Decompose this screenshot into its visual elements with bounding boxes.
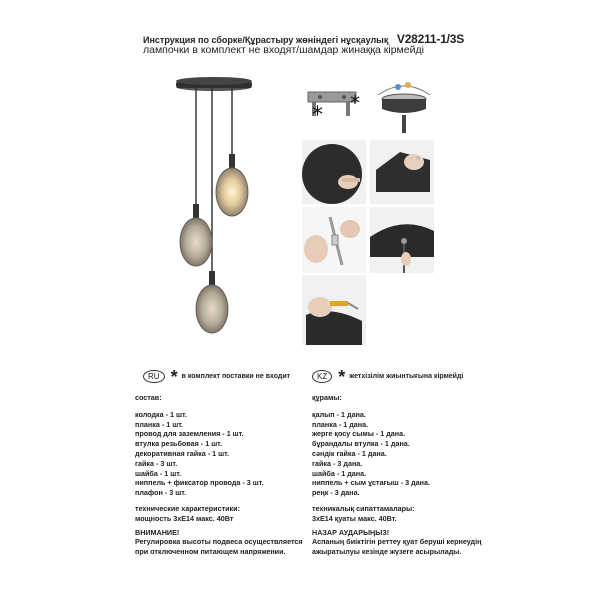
kz-item: шайба - 1 дана. — [312, 468, 367, 478]
kz-specs: 3xE14 қуаты макс. 40Вт. — [312, 513, 397, 523]
canopy-wiring-illustration — [370, 75, 438, 137]
kz-warning-line2: ажыратылуы кезінде жүзеге асырылады. — [312, 547, 462, 557]
ru-asterisk: * — [170, 366, 178, 387]
ru-warning-line1: Регулировка высоты подвеса осуществляется — [135, 537, 303, 547]
nut-tightening-photo — [370, 140, 434, 204]
wire-fixing-photo — [302, 207, 366, 273]
ru-item: шайба - 1 шт. — [135, 468, 182, 478]
kz-item: жерге қосу сымы - 1 дана. — [312, 429, 406, 439]
kz-column — [312, 393, 481, 557]
ru-warning-title: ВНИМАНИЕ! — [135, 527, 180, 537]
ru-specs-title: технические характеристики: — [135, 503, 240, 513]
kz-item: бұрандалы втулка - 1 дана. — [312, 439, 410, 449]
kz-item: реңк - 3 дана. — [312, 488, 360, 498]
kz-item: планка - 1 дана. — [312, 419, 369, 429]
ru-specs: мощность 3xE14 макс. 40Вт — [135, 513, 234, 523]
kz-legend-note: жетхізілім жиынтығына кірмейді — [349, 373, 464, 380]
svg-text:*: * — [350, 91, 360, 115]
ru-item: провод для заземления - 1 шт. — [135, 429, 244, 439]
kz-legend — [312, 366, 464, 387]
kz-item: сәндік гайка - 1 дана. — [312, 448, 387, 458]
ru-item: гайка - 3 шт. — [135, 458, 178, 468]
chandelier-photo — [150, 62, 290, 352]
height-adjust-photo — [370, 207, 434, 273]
canopy-assembly-photo — [302, 140, 366, 204]
ru-warning-line2: при отключенном питающем напряжении. — [135, 547, 286, 557]
kz-specs-title: техникалық сипаттамалары: — [312, 503, 415, 513]
kz-item: қалып - 1 дана. — [312, 409, 366, 419]
ru-legend-note: в комплект поставки не входит — [181, 373, 291, 380]
ru-item: декоративная гайка - 1 шт. — [135, 448, 229, 458]
model-code: V28211-1/3S — [396, 32, 465, 46]
instruction-title-text: Инструкция по сборке/Құрастыру жөніндегі нұсқаулық — [143, 35, 389, 45]
kz-asterisk: * — [338, 366, 346, 387]
ru-column — [135, 393, 303, 557]
screwdriver-photo — [302, 275, 366, 345]
kz-item: гайка - 3 дана. — [312, 458, 363, 468]
ru-badge: RU — [143, 370, 165, 383]
ru-composition-title: состав: — [135, 393, 162, 402]
svg-text:*: * — [312, 103, 323, 128]
ru-item: ниппель + фиксатор провода - 3 шт. — [135, 478, 264, 488]
ru-item: планка - 1 шт. — [135, 419, 184, 429]
ru-item: колодка - 1 шт. — [135, 409, 187, 419]
kz-warning-line1: Аспаның биіктігін реттеу қуат беруші кернеудің — [312, 537, 482, 547]
ru-item: втулка резьбовая - 1 шт. — [135, 439, 223, 449]
ru-item: плафон - 3 шт. — [135, 488, 187, 498]
kz-warning-title: НАЗАР АУДАРЫҢЫЗ! — [312, 527, 390, 537]
mounting-plate-illustration — [300, 78, 368, 136]
bulbs-note: лампочки в комплект не входят/шамдар жинаққа кірмейді — [143, 44, 424, 56]
kz-item: ниппель + сым ұстағыш - 3 дана. — [312, 478, 430, 488]
kz-badge: KZ — [312, 370, 332, 383]
kz-composition-title: құрамы: — [312, 393, 342, 402]
ru-legend — [143, 366, 291, 387]
